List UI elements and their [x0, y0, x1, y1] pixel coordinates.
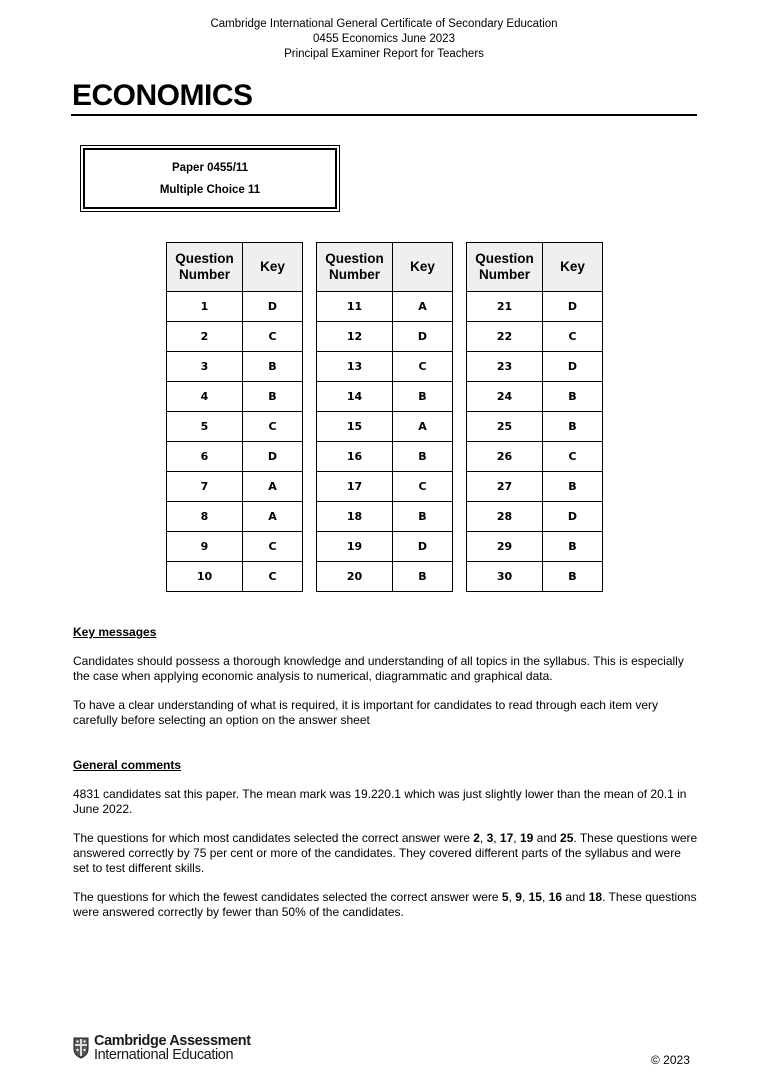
table-row	[167, 442, 303, 472]
answer-key-table-1	[166, 242, 303, 592]
answer-key: B	[543, 412, 603, 442]
table-row	[317, 292, 453, 322]
answer-key: C	[243, 532, 303, 562]
header-key: Key	[393, 243, 453, 292]
table-row	[467, 382, 603, 412]
answer-key: D	[243, 292, 303, 322]
question-number: 21	[467, 292, 543, 322]
running-header	[0, 17, 768, 62]
key-messages-paragraph-1: Candidates should possess a thorough knowledge and understanding of all topics in the syllabus. This is especially the case when applying economic analysis to numerical, diagrammatic and graphical data.	[73, 654, 684, 683]
general-comments-paragraph-1: 4831 candidates sat this paper. The mean mark was 19.220.1 which was just slightly lower than the mean of 20.1 in June 2022.	[73, 787, 687, 816]
table-row	[467, 352, 603, 382]
question-number: 25	[467, 412, 543, 442]
answer-key: B	[393, 382, 453, 412]
header-line-1: Cambridge International General Certificate of Secondary Education	[210, 18, 558, 30]
header-line-2: 0455 Economics June 2023	[313, 33, 455, 45]
question-number: 20	[317, 562, 393, 592]
table-row	[167, 322, 303, 352]
table-row	[317, 442, 453, 472]
answer-key: B	[393, 442, 453, 472]
answer-key: D	[243, 442, 303, 472]
table-row	[467, 502, 603, 532]
question-number: 30	[467, 562, 543, 592]
answer-key: C	[393, 472, 453, 502]
answer-key: C	[543, 322, 603, 352]
table-row	[167, 502, 303, 532]
header-question-number: Question Number	[317, 243, 393, 292]
table-row	[467, 562, 603, 592]
table-row	[317, 412, 453, 442]
key-messages-heading: Key messages	[73, 625, 157, 639]
logo-line-2: International Education	[94, 1047, 234, 1063]
question-number: 28	[467, 502, 543, 532]
table-row	[167, 532, 303, 562]
answer-key: C	[243, 412, 303, 442]
answer-key: B	[393, 562, 453, 592]
answer-key: C	[243, 322, 303, 352]
answer-key-table-2	[316, 242, 453, 592]
question-number: 3	[167, 352, 243, 382]
question-number: 11	[317, 292, 393, 322]
table-row	[467, 322, 603, 352]
answer-key: A	[393, 412, 453, 442]
header-key: Key	[543, 243, 603, 292]
question-number: 24	[467, 382, 543, 412]
table-row	[317, 502, 453, 532]
question-number: 9	[167, 532, 243, 562]
table-row	[317, 322, 453, 352]
question-number: 10	[167, 562, 243, 592]
key-messages-paragraph-2: To have a clear understanding of what is required, it is important for candidates to read through each item very carefully before selecting an option on the answer sheet	[73, 698, 658, 727]
question-number: 8	[167, 502, 243, 532]
paper-info-box	[80, 145, 340, 212]
answer-key: C	[543, 442, 603, 472]
table-row	[167, 412, 303, 442]
answer-key: A	[393, 292, 453, 322]
table-row	[317, 352, 453, 382]
header-question-number: Question Number	[167, 243, 243, 292]
answer-key: C	[243, 562, 303, 592]
answer-key: B	[243, 352, 303, 382]
question-number: 7	[167, 472, 243, 502]
cambridge-logo	[73, 1034, 251, 1062]
question-number: 1	[167, 292, 243, 322]
table-row	[467, 412, 603, 442]
answer-key: D	[393, 532, 453, 562]
general-comments-paragraph-2: The questions for which most candidates selected the correct answer were 2, 3, 17, 19 and 25. These questions were answered correctly by 75 per cent or more of the candidates. They covered different parts of the syllabus and were set to test different skills.	[73, 831, 698, 875]
table-row	[467, 472, 603, 502]
answer-key: B	[243, 382, 303, 412]
answer-key: B	[393, 502, 453, 532]
answer-key: D	[393, 322, 453, 352]
table-row	[317, 562, 453, 592]
question-number: 22	[467, 322, 543, 352]
table-row	[467, 292, 603, 322]
answer-key-table-3	[466, 242, 603, 592]
question-number: 17	[317, 472, 393, 502]
general-comments-paragraph-3: The questions for which the fewest candidates selected the correct answer were 5, 9, 15, 16 and 18. These questions were answered correctly by fewer than 50% of the candidates.	[73, 890, 697, 919]
logo-line-1: Cambridge Assessment	[94, 1033, 251, 1049]
header-line-3: Principal Examiner Report for Teachers	[284, 48, 484, 60]
page-title: ECONOMICS	[72, 79, 253, 112]
question-number: 18	[317, 502, 393, 532]
question-number: 14	[317, 382, 393, 412]
answer-key: D	[543, 352, 603, 382]
table-row	[467, 442, 603, 472]
title-rule	[71, 114, 697, 116]
header-question-number: Question Number	[467, 243, 543, 292]
answer-key: B	[543, 382, 603, 412]
answer-key: A	[243, 502, 303, 532]
question-number: 13	[317, 352, 393, 382]
table-row	[167, 382, 303, 412]
question-number: 29	[467, 532, 543, 562]
header-key: Key	[243, 243, 303, 292]
question-number: 26	[467, 442, 543, 472]
table-row	[317, 532, 453, 562]
question-number: 2	[167, 322, 243, 352]
question-number: 12	[317, 322, 393, 352]
question-number: 5	[167, 412, 243, 442]
table-row	[167, 472, 303, 502]
paper-code: Paper 0455/11	[171, 161, 249, 174]
answer-key: B	[543, 562, 603, 592]
paper-component: Multiple Choice 11	[159, 183, 261, 196]
cambridge-crest-icon	[73, 1037, 89, 1059]
question-number: 19	[317, 532, 393, 562]
table-row	[167, 292, 303, 322]
question-number: 23	[467, 352, 543, 382]
general-comments-heading: General comments	[73, 758, 182, 772]
question-number: 16	[317, 442, 393, 472]
question-number: 6	[167, 442, 243, 472]
answer-key: B	[543, 472, 603, 502]
answer-key: D	[543, 502, 603, 532]
copyright: © 2023	[651, 1053, 690, 1067]
table-row	[167, 352, 303, 382]
table-row	[317, 472, 453, 502]
report-body	[73, 625, 698, 920]
question-number: 27	[467, 472, 543, 502]
answer-key: A	[243, 472, 303, 502]
table-row	[317, 382, 453, 412]
answer-key: D	[543, 292, 603, 322]
question-number: 4	[167, 382, 243, 412]
answer-key: C	[393, 352, 453, 382]
table-row	[467, 532, 603, 562]
question-number: 15	[317, 412, 393, 442]
answer-key: B	[543, 532, 603, 562]
table-row	[167, 562, 303, 592]
